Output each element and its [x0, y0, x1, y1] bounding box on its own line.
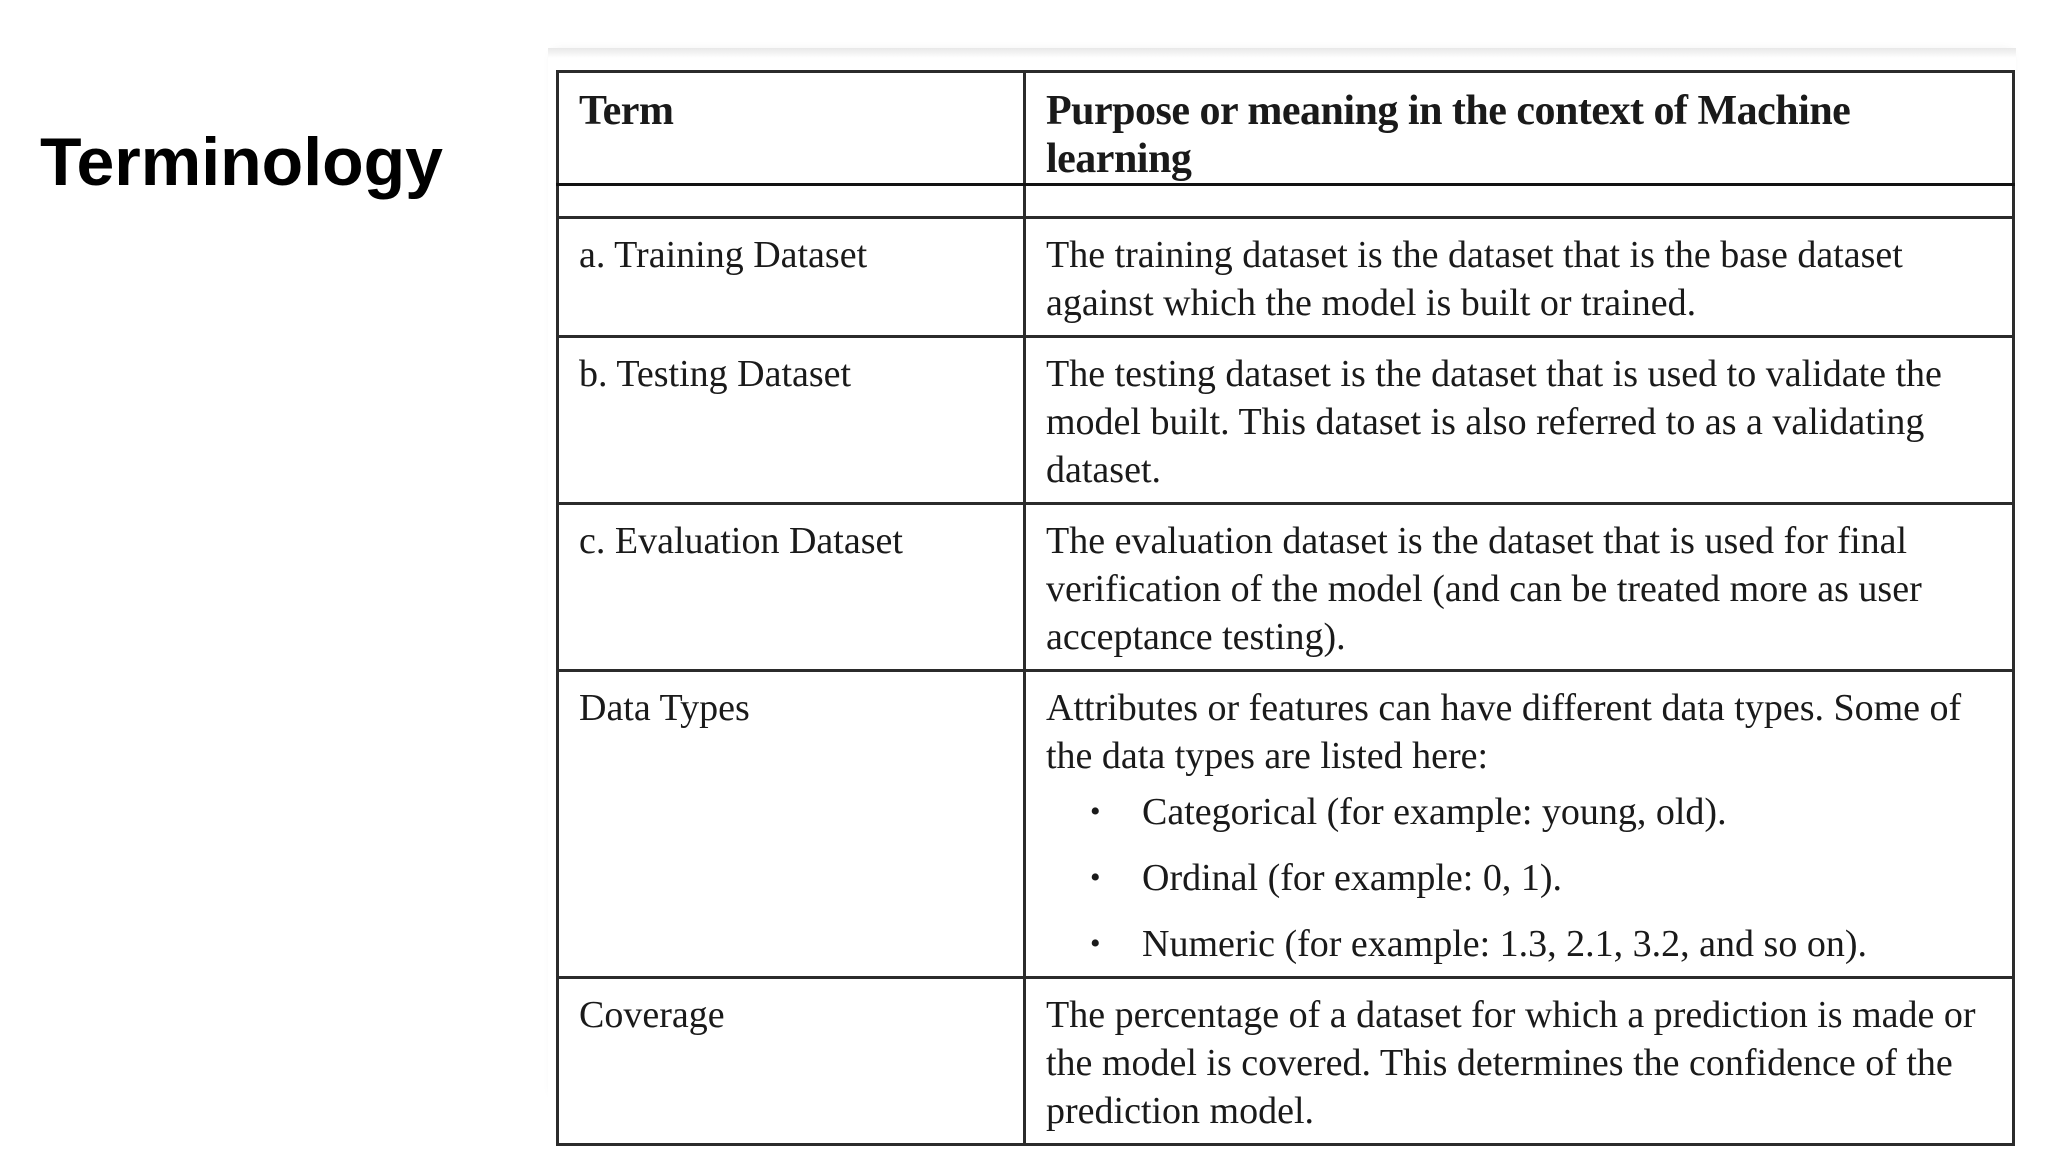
row-term: b. Testing Dataset — [558, 337, 1025, 504]
terminology-table — [556, 70, 2015, 1146]
header-divider — [558, 185, 2014, 218]
table-row — [558, 671, 2014, 978]
data-types-list — [1046, 788, 1992, 968]
row-term: Data Types — [558, 671, 1025, 978]
list-item — [1090, 788, 1992, 836]
table-row — [558, 978, 2014, 1145]
row-meaning: The evaluation dataset is the dataset that is used for final verification of the model (and can be treated more as user acceptance testing). — [1025, 504, 2014, 671]
bullet-icon: • — [1090, 861, 1101, 894]
list-item-text: Ordinal (for example: 0, 1). — [1142, 857, 1562, 899]
slide-title: Terminology — [40, 124, 443, 200]
list-item — [1090, 920, 1992, 968]
row-term: c. Evaluation Dataset — [558, 504, 1025, 671]
row-meaning: The training dataset is the dataset that is the base dataset against which the model is built or trained. — [1025, 218, 2014, 337]
list-item-text: Numeric (for example: 1.3, 2.1, 3.2, and so on). — [1142, 923, 1867, 965]
terminology-table-image — [548, 52, 2016, 1132]
row-meaning-cell — [1025, 671, 2014, 978]
bullet-icon: • — [1090, 795, 1101, 828]
table-row — [558, 504, 2014, 671]
row-term: Coverage — [558, 978, 1025, 1145]
bullet-icon: • — [1090, 927, 1101, 960]
header-term: Term — [558, 72, 1025, 185]
row-meaning: The percentage of a dataset for which a prediction is made or the model is covered. This determines the confidence of the prediction model. — [1025, 978, 2014, 1145]
list-item-text: Categorical (for example: young, old). — [1142, 791, 1727, 833]
row-term: a. Training Dataset — [558, 218, 1025, 337]
list-item — [1090, 854, 1992, 902]
header-meaning: Purpose or meaning in the context of Machine learning — [1025, 72, 2014, 185]
row-meaning: Attributes or features can have different data types. Some of the data types are listed here: — [1046, 687, 1962, 777]
table-row — [558, 337, 2014, 504]
row-meaning: The testing dataset is the dataset that is used to validate the model built. This dataset is also referred to as a validating dataset. — [1025, 337, 2014, 504]
table-row — [558, 218, 2014, 337]
table-header-row — [558, 72, 2014, 185]
